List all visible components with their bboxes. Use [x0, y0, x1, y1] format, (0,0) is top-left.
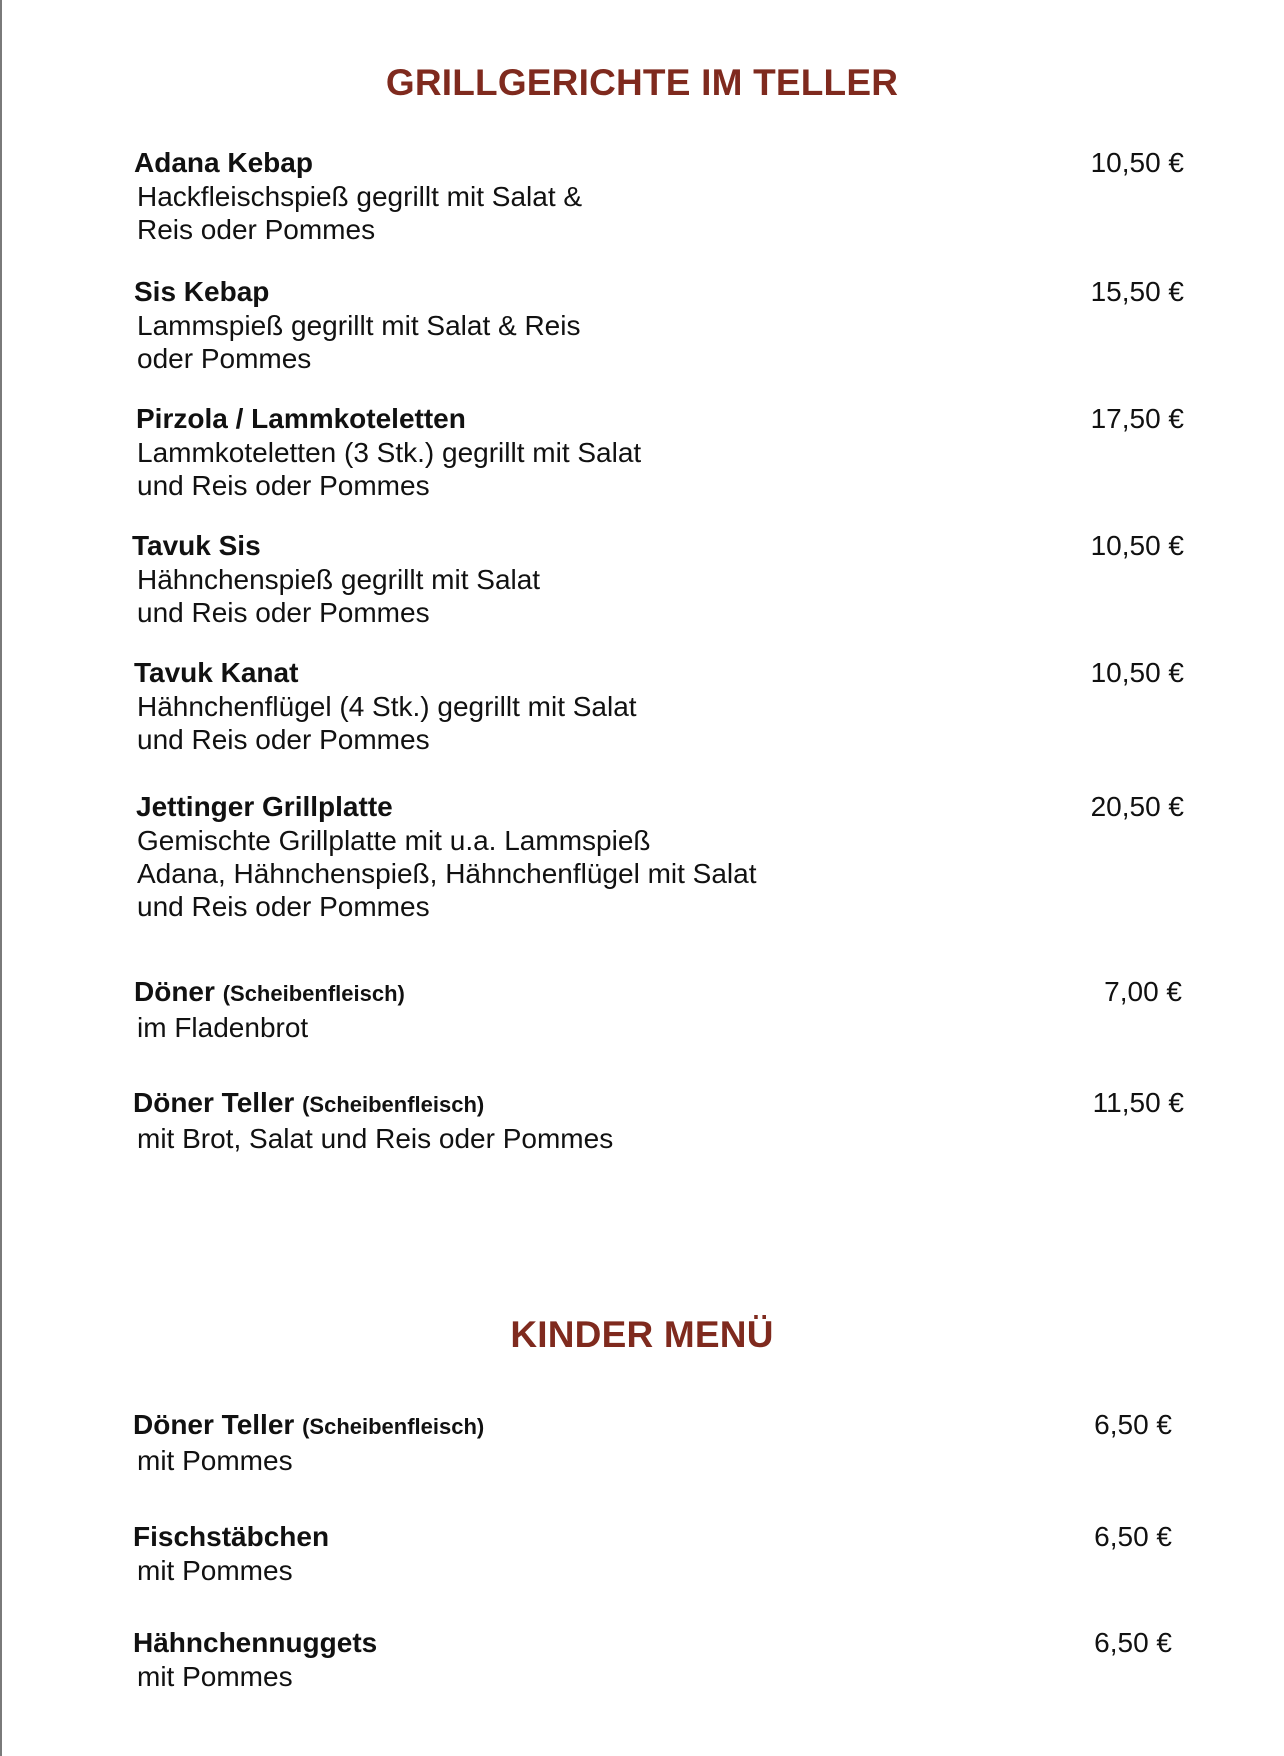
item-name: Adana Kebap: [134, 147, 313, 178]
item-description: mit Pommes: [137, 1661, 293, 1692]
item-description: Gemischte Grillplatte mit u.a. Lammspieß Adana, Hähnchenspieß, Hähnchenflügel mit Salat und Reis oder Pommes: [137, 825, 757, 922]
item-price: 10,50 €: [1090, 657, 1184, 688]
section-title-grillgerichte: GRILLGERICHTE IM TELLER: [385, 62, 899, 103]
item-note: (Scheibenfleisch): [302, 1414, 485, 1439]
menu-item-pirzola: [134, 402, 1184, 502]
item-price: 6,50 €: [1094, 1409, 1172, 1440]
item-description: Hackfleischspieß gegrillt mit Salat & Reis oder Pommes: [137, 181, 583, 245]
item-price: 10,50 €: [1090, 147, 1184, 178]
item-price: 11,50 €: [1092, 1087, 1184, 1118]
item-name: Fischstäbchen: [133, 1521, 330, 1552]
item-name: Hähnchennuggets: [133, 1627, 378, 1658]
menu-item-sis-kebap: [134, 275, 1184, 375]
item-price: 10,50 €: [1090, 530, 1184, 561]
item-price: 6,50 €: [1094, 1521, 1172, 1552]
item-note: (Scheibenfleisch): [302, 1092, 485, 1117]
item-description: mit Pommes: [137, 1445, 293, 1476]
menu-item-jettinger-grillplatte: [134, 790, 1184, 923]
item-name: Pirzola / Lammkoteletten: [136, 403, 466, 434]
menu-item-fischstaebchen: [134, 1520, 1172, 1587]
item-description: im Fladenbrot: [137, 1012, 309, 1043]
menu-item-adana-kebap: [134, 146, 1184, 246]
item-description: Hähnchenspieß gegrillt mit Salat und Reis oder Pommes: [137, 564, 541, 628]
item-note: (Scheibenfleisch): [222, 981, 405, 1006]
menu-item-tavuk-kanat: [134, 656, 1184, 756]
item-description: mit Pommes: [137, 1555, 293, 1586]
item-name: Döner Teller (Scheibenfleisch): [133, 1409, 485, 1440]
item-description: Lammkoteletten (3 Stk.) gegrillt mit Salat und Reis oder Pommes: [137, 437, 642, 501]
item-price: 15,50 €: [1090, 276, 1184, 307]
menu-item-doener: [134, 975, 1184, 1044]
item-price: 7,00 €: [1104, 976, 1182, 1007]
section-title-kinder-menu: KINDER MENÜ: [510, 1314, 774, 1355]
item-name: Döner (Scheibenfleisch): [134, 976, 405, 1007]
item-name: Jettinger Grillplatte: [136, 791, 393, 822]
item-description: Hähnchenflügel (4 Stk.) gegrillt mit Salat und Reis oder Pommes: [137, 691, 637, 755]
page-left-border: [0, 0, 2, 1756]
item-price: 6,50 €: [1094, 1627, 1172, 1658]
item-name: Tavuk Sis: [132, 530, 261, 561]
item-description: mit Brot, Salat und Reis oder Pommes: [137, 1123, 614, 1154]
item-description: Lammspieß gegrillt mit Salat & Reis oder Pommes: [137, 310, 581, 374]
item-name: Tavuk Kanat: [134, 657, 299, 688]
menu-item-tavuk-sis: [134, 529, 1184, 629]
item-price: 20,50 €: [1090, 791, 1184, 822]
menu-item-doener-teller: [134, 1086, 1184, 1155]
item-name: Sis Kebap: [134, 276, 270, 307]
menu-item-haehnchennuggets: [134, 1626, 1172, 1693]
menu-item-kinder-doener-teller: [134, 1408, 1172, 1477]
item-price: 17,50 €: [1090, 403, 1184, 434]
item-name: Döner Teller (Scheibenfleisch): [133, 1087, 485, 1118]
